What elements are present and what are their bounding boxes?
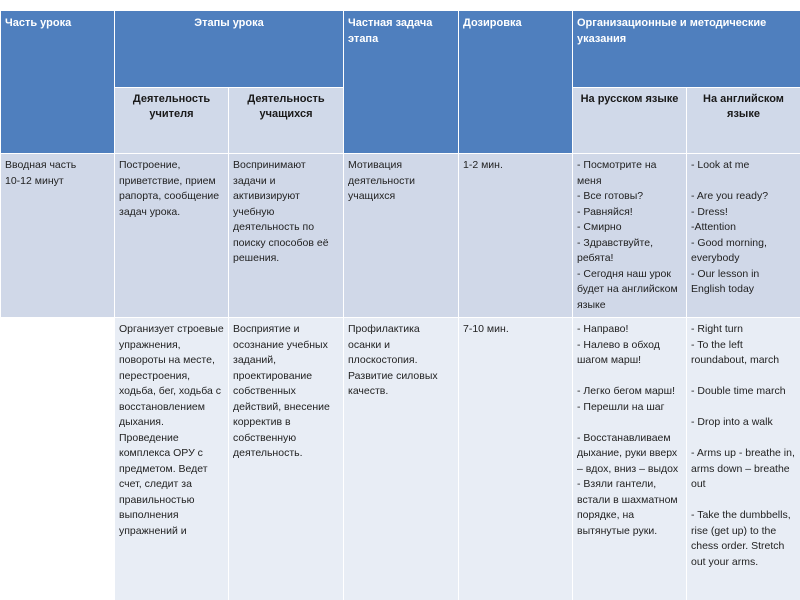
cell-part [1, 318, 115, 600]
lesson-table-frame [0, 10, 800, 600]
header-org: Организационные и методические указания [573, 11, 800, 88]
cell-russian: - Посмотрите на меня - Все готовы? - Равняйся! - Смирно - Здравствуйте, ребята! - Сегодня наш урок будет на английском языке [573, 154, 687, 318]
cell-teacher: Организует строевые упражнения, повороты на месте, перестроения, ходьба, бег, ходьба с восстановлением дыхания. Проведение комплекса ОРУ с предметом. Ведет счет, следит за правильностью выполнения упражнений и [115, 318, 229, 600]
cell-russian: - Направо! - Налево в обход шагом марш! - Легко бегом марш! - Перешли на шаг - Восстанавливаем дыхание, руки вверх – вдох, вниз – выдох - Взяли гантели, встали в шахматном порядке, на вытянутые руки. [573, 318, 687, 600]
subheader-russian: На русском языке [573, 88, 687, 154]
cell-teacher: Построение, приветствие, прием рапорта, сообщение задач урока. [115, 154, 229, 318]
cell-task: Мотивация деятельности учащихся [344, 154, 459, 318]
cell-students: Воспринимают задачи и активизируют учебную деятельность по поиску способов её решения. [229, 154, 344, 318]
table-row [1, 154, 800, 318]
header-part: Часть урока [1, 11, 115, 154]
cell-task: Профилактика осанки и плоскостопия. Развитие силовых качеств. [344, 318, 459, 600]
header-task: Частная задача этапа [344, 11, 459, 154]
subheader-english: На английском языке [687, 88, 800, 154]
cell-dosage: 1-2 мин. [459, 154, 573, 318]
cell-dosage: 7-10 мин. [459, 318, 573, 600]
header-stages: Этапы урока [115, 11, 344, 88]
subheader-teacher: Деятельность учителя [115, 88, 229, 154]
lesson-plan-table [0, 10, 800, 600]
cell-students: Восприятие и осознание учебных заданий, проектирование собственных действий, внесение корректив в собственную деятельность. [229, 318, 344, 600]
cell-english: - Look at me - Are you ready? - Dress! -Attention - Good morning, everybody - Our lesson in English today [687, 154, 800, 318]
table-row [1, 318, 800, 600]
cell-part: Вводная часть 10-12 минут [1, 154, 115, 318]
subheader-students: Деятельность учащихся [229, 88, 344, 154]
header-dosage: Дозировка [459, 11, 573, 154]
cell-english: - Right turn - To the left roundabout, march - Double time march - Drop into a walk - Arms up - breathe in, arms down – breathe out - Take the dumbbells, rise (get up) to the chess order. Stretch out your arms. [687, 318, 800, 600]
